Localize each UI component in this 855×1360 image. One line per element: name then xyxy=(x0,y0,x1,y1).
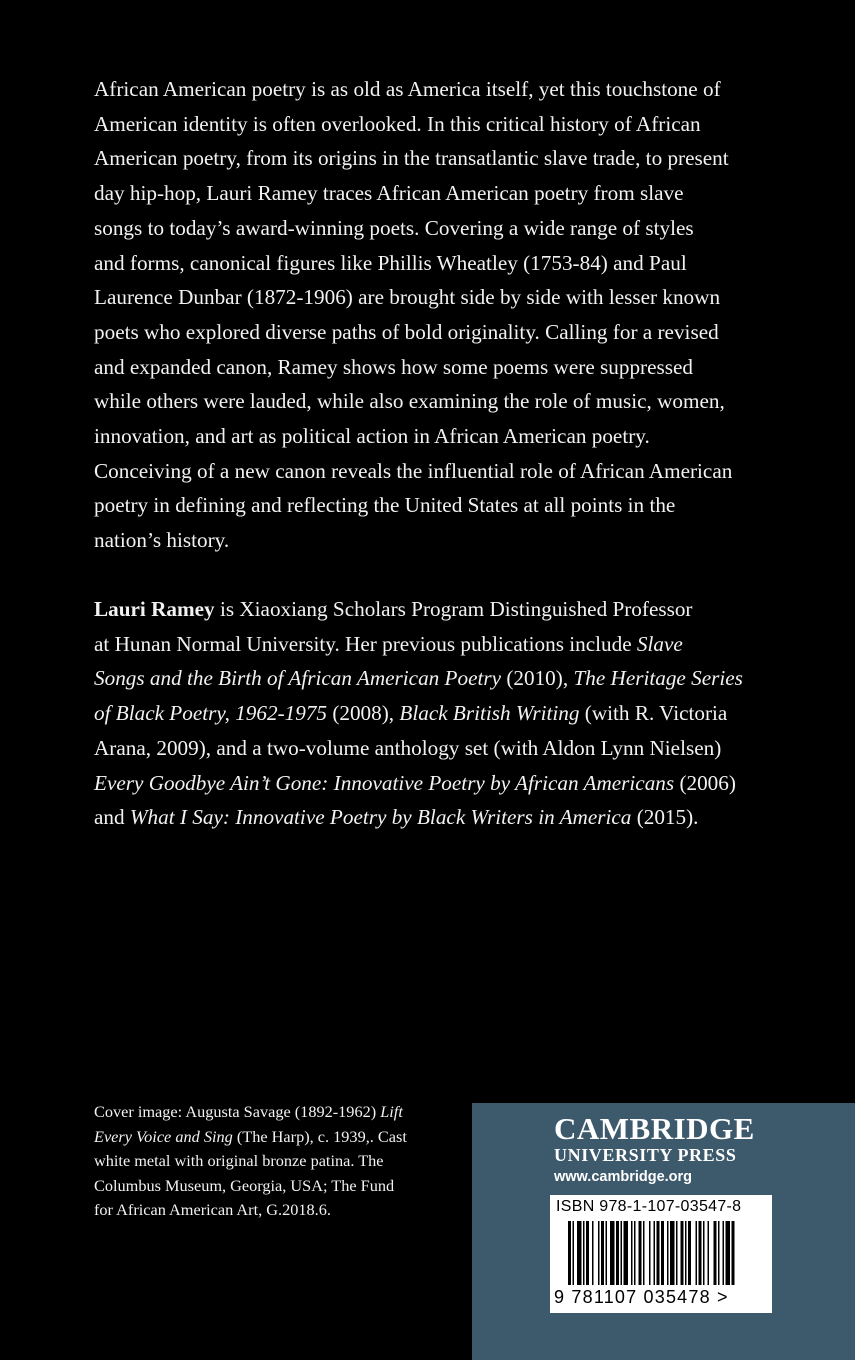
blurb-line: day hip-hop, Lauri Ramey traces African American poetry from slave xyxy=(94,181,684,206)
publisher-panel xyxy=(472,1103,855,1360)
barcode-bar xyxy=(649,1221,651,1285)
bio-text: (2015). xyxy=(631,805,699,830)
credit-text: (The Harp), c. 1939,. Cast xyxy=(232,1126,407,1146)
blurb-line: poetry in defining and reflecting the United States at all points in the xyxy=(94,493,676,518)
cover-image-credit xyxy=(94,1100,454,1223)
back-cover-blurb xyxy=(94,72,774,558)
bio-text: (2006) xyxy=(674,770,736,795)
barcode-bar xyxy=(670,1221,675,1285)
barcode-bar xyxy=(568,1221,571,1285)
barcode-bar xyxy=(634,1221,636,1285)
barcode-bar xyxy=(696,1221,698,1285)
bio-text: (2008), xyxy=(327,701,400,726)
barcode-bar xyxy=(639,1221,642,1285)
barcode-bar xyxy=(624,1221,629,1285)
bio-line xyxy=(94,766,774,801)
barcode-bar xyxy=(661,1221,664,1285)
barcode-bar xyxy=(598,1221,600,1285)
blurb-line: and expanded canon, Ramey shows how some poems were suppressed xyxy=(94,354,693,379)
book-title: Slave xyxy=(636,631,683,656)
barcode-bar xyxy=(631,1221,633,1285)
credit-text: Cover image: Augusta Savage (1892-1962) xyxy=(94,1102,381,1121)
artwork-title: Every Voice and Sing xyxy=(94,1126,233,1146)
credit-line: Columbus Museum, Georgia, USA; The Fund xyxy=(94,1175,395,1195)
blurb-line: songs to today’s award-winning poets. Covering a wide range of styles xyxy=(94,215,694,240)
barcode-bar xyxy=(667,1221,669,1285)
barcode-bar xyxy=(586,1221,589,1285)
bio-line xyxy=(94,592,774,627)
barcode-bar xyxy=(592,1221,594,1285)
barcode-bar xyxy=(676,1221,678,1285)
barcode-bar xyxy=(726,1221,731,1285)
barcode-bar xyxy=(699,1221,702,1285)
barcode-digits: 9 781107 035478 > xyxy=(554,1287,729,1307)
barcode-bar xyxy=(654,1221,656,1285)
barcode-bar xyxy=(616,1221,619,1285)
barcode-bar xyxy=(657,1221,660,1285)
barcode-bar xyxy=(708,1221,710,1285)
publisher-url: www.cambridge.org xyxy=(554,1169,693,1185)
book-title: Black British Writing xyxy=(399,701,580,726)
credit-line xyxy=(94,1100,454,1125)
bio-text: and xyxy=(94,805,130,830)
blurb-line: nation’s history. xyxy=(94,528,230,553)
bio-line xyxy=(94,661,774,696)
barcode-bar xyxy=(714,1221,717,1285)
bio-line xyxy=(94,800,774,835)
blurb-line: American identity is often overlooked. In this critical history of African xyxy=(94,111,701,136)
blurb-line: American poetry, from its origins in the transatlantic slave trade, to present xyxy=(94,146,729,171)
barcode-bar xyxy=(718,1221,720,1285)
book-title: What I Say: Innovative Poetry by Black Writers in America xyxy=(129,805,632,830)
bio-text: is Xiaoxiang Scholars Program Distinguished Professor xyxy=(214,597,693,621)
isbn-barcode xyxy=(550,1195,772,1313)
barcode-bar xyxy=(601,1221,604,1285)
credit-line xyxy=(94,1125,454,1150)
barcode-bar xyxy=(573,1221,575,1285)
book-title: Every Goodbye Ain’t Gone: Innovative Poetry by African Americans xyxy=(94,770,675,795)
blurb-line: while others were lauded, while also examining the role of music, women, xyxy=(94,389,725,414)
barcode-bar xyxy=(723,1221,725,1285)
isbn-label: ISBN 978-1-107-03547-8 xyxy=(556,1198,742,1215)
blurb-line: and forms, canonical figures like Phillis Wheatley (1753-84) and Paul xyxy=(94,250,687,275)
barcode-bar xyxy=(732,1221,735,1285)
barcode-bar xyxy=(643,1221,645,1285)
barcode-bar xyxy=(610,1221,615,1285)
book-title: The Heritage Series xyxy=(573,666,743,691)
artwork-title: Lift xyxy=(380,1102,403,1121)
book-title: of Black Poetry, 1962-1975 xyxy=(94,701,328,726)
author-bio xyxy=(94,592,774,835)
author-name: Lauri Ramey xyxy=(94,597,215,621)
barcode-bar xyxy=(703,1221,705,1285)
bio-line xyxy=(94,627,774,662)
blurb-line: innovation, and art as political action in African American poetry. xyxy=(94,424,650,449)
blurb-line: African American poetry is as old as America itself, yet this touchstone of xyxy=(94,77,721,101)
publisher-subtitle: UNIVERSITY PRESS xyxy=(554,1145,737,1165)
barcode-bar xyxy=(606,1221,608,1285)
credit-line: for African American Art, G.2018.6. xyxy=(94,1200,331,1219)
publisher-logo: CAMBRIDGE xyxy=(554,1111,755,1146)
barcode-bar xyxy=(621,1221,623,1285)
blurb-line: poets who explored diverse paths of bold originality. Calling for a revised xyxy=(94,319,719,344)
bio-text: (2010), xyxy=(501,666,574,691)
bio-text: (with R. Victoria xyxy=(579,701,728,726)
book-title: Songs and the Birth of African American Poetry xyxy=(94,666,502,691)
barcode-bar xyxy=(688,1221,691,1285)
blurb-line: Laurence Dunbar (1872-1906) are brought side by side with lesser known xyxy=(94,285,721,310)
barcode-bar xyxy=(685,1221,687,1285)
barcode-bar xyxy=(577,1221,582,1285)
barcode-bar xyxy=(681,1221,684,1285)
blurb-line: Conceiving of a new canon reveals the influential role of African American xyxy=(94,458,733,483)
credit-line: white metal with original bronze patina. The xyxy=(94,1151,384,1170)
bio-text: at Hunan Normal University. Her previous publications include xyxy=(94,631,637,656)
bio-line: Arana, 2009), and a two-volume anthology set (with Aldon Lynn Nielsen) xyxy=(94,735,722,760)
barcode-bar xyxy=(583,1221,585,1285)
bio-line xyxy=(94,696,774,731)
